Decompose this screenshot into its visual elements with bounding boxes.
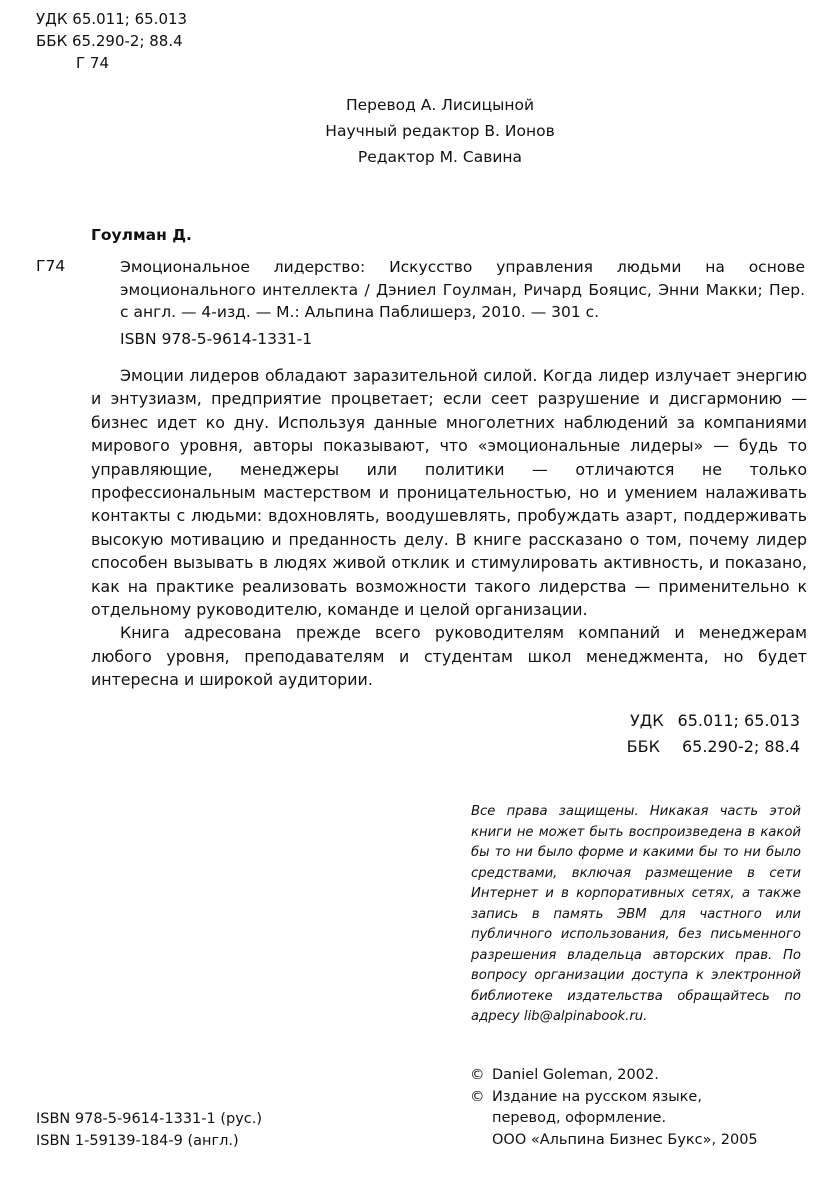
bbk-value: 65.290-2; 88.4 bbox=[681, 737, 800, 756]
copyright-line-3: перевод, оформление. bbox=[492, 1110, 667, 1126]
annotation-paragraph-2: Книга адресована прежде всего руководителям компаний и менеджерам любого уровня, преподавателям и студентам школ менеджмента, но будет интересна и широкой аудитории. bbox=[91, 623, 807, 690]
annotation-paragraph-1: Эмоции лидеров обладают заразительной силой. Когда лидер излучает энергию и энтузиазм, предприятие процветает; если сеет разрушение и дисгармонию — бизнес идет ко дну. Используя данные многолетних наблюдений за компаниями мирового уровня, авторы показывают, что «эмоциональные лидеры» — будь то управляющие, менеджеры или политики — отличаются не только профессиональным мастерством и проницательностью, но и умением налаживать контакты с людьми: вдохновлять, воодушевлять, пробуждать азарт, поддерживать высокую мотивацию и преданность делу. В книге рассказано о том, почему лидер способен вызывать в людях живой отклик и стимулировать активность, и показано, как на практике реализовать возможности такого лидерства — применительно к отдельному руководителю, команде и целой организации. bbox=[91, 366, 807, 620]
copyright-line-1 bbox=[470, 1065, 758, 1087]
credits-block bbox=[0, 92, 816, 170]
record-description-text: Эмоциональное лидерство: Искусство управления людьми на основе эмоционального интеллекта / Дэниел Гоулман, Ричард Бояцис, Энни Макки; Пер. с англ. — 4-изд. — М.: Альпина Паблишерз, 2010. — 301 с. bbox=[120, 258, 805, 321]
credit-science-editor: Научный редактор В. Ионов bbox=[325, 122, 555, 140]
copyright-line-4: ООО «Альпина Бизнес Букс», 2005 bbox=[492, 1131, 758, 1148]
copyright-edition: Издание на русском языке, bbox=[492, 1088, 702, 1105]
udk-row bbox=[627, 708, 800, 734]
header-classification bbox=[36, 8, 187, 74]
bbk-label: ББК bbox=[626, 737, 660, 756]
record-description bbox=[91, 256, 805, 324]
header-bbk: ББК 65.290-2; 88.4 bbox=[36, 32, 183, 50]
copyright-holder: Daniel Goleman, 2002. bbox=[492, 1067, 659, 1083]
bbk-row bbox=[627, 734, 800, 760]
udk-value: 65.011; 65.013 bbox=[677, 711, 800, 730]
udk-label: УДК bbox=[629, 711, 664, 730]
copyright-symbol-1: © bbox=[470, 1067, 485, 1083]
record-code: Г74 bbox=[36, 257, 66, 275]
classification-block bbox=[627, 708, 800, 760]
credit-translator: Перевод А. Лисицыной bbox=[345, 96, 535, 114]
isbn-russian: ISBN 978-5-9614-1331-1 (рус.) bbox=[36, 1111, 263, 1127]
isbn-list bbox=[36, 1108, 262, 1152]
annotation bbox=[91, 364, 807, 692]
copyright-block bbox=[470, 1065, 758, 1151]
copyright-symbol-2: © bbox=[470, 1088, 485, 1105]
header-author-code: Г 74 bbox=[76, 54, 110, 72]
header-udk: УДК 65.011; 65.013 bbox=[36, 10, 188, 28]
credit-editor: Редактор М. Савина bbox=[357, 148, 523, 166]
rights-notice: Все права защищены. Никакая часть этой книги не может быть воспроизведена в какой бы то ни было форме и какими бы то ни было средствами, включая размещение в сети Интернет и в корпоративных сетях, а также запись в память ЭВМ для частного или публичного использования, без письменного разрешения владельца авторских прав. По вопросу организации доступа к электронной библиотеке издательства обращайтесь по адресу lib@alpinabook.ru. bbox=[471, 804, 801, 1024]
record-isbn: ISBN 978-5-9614-1331-1 bbox=[120, 330, 313, 348]
copyright-line-2 bbox=[470, 1087, 758, 1109]
record-author: Гоулман Д. bbox=[91, 226, 192, 244]
isbn-english: ISBN 1-59139-184-9 (англ.) bbox=[36, 1133, 239, 1149]
